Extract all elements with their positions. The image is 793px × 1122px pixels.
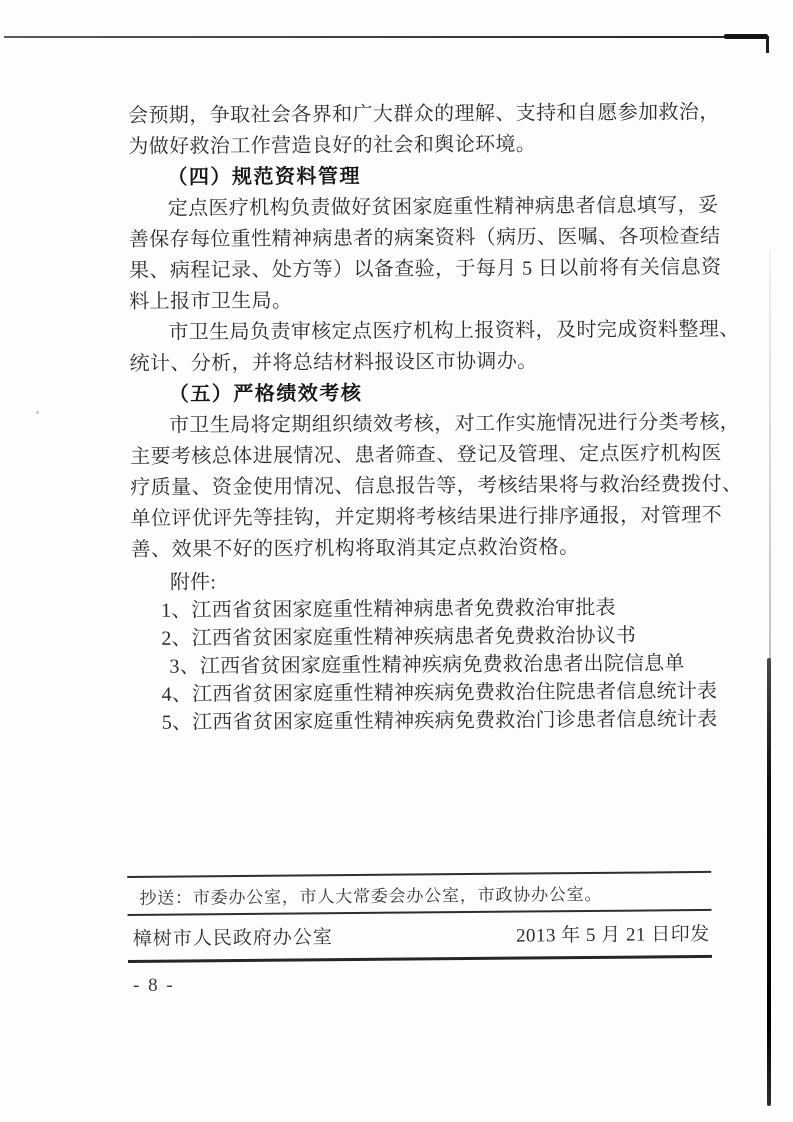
attachments-section: [131, 565, 732, 737]
attachment-item: 3、江西省贫困家庭重性精神疾病免费救治患者出院信息单: [169, 652, 685, 678]
scan-speck: [36, 411, 39, 414]
body-line: 统计、分析，并将总结材料报设区市协调办。: [129, 350, 538, 375]
body-line: 主要考核总体进展情况、患者筛查、登记及管理、定点医疗机构医: [130, 442, 722, 468]
body-line: 善保存每位重性精神病患者的病案资料（病历、医嘱、各项检查结: [128, 225, 721, 251]
issuer-name: 樟树市人民政府办公室: [132, 927, 333, 950]
scan-right-edge-faint: [769, 250, 771, 660]
attachments-label: 附件:: [169, 571, 217, 594]
scan-right-edge-streak: [767, 658, 771, 1106]
body-line: 为做好救治工作营造良好的社会和舆论环境。: [128, 133, 537, 158]
attachment-item: 4、江西省贫困家庭重性精神疾病免费救治住院患者信息统计表: [161, 680, 718, 706]
document-footer: [127, 871, 712, 963]
scan-top-edge-line: [4, 36, 768, 38]
document-body: [128, 97, 743, 737]
scan-top-edge-blob: [724, 34, 768, 39]
print-date: 2013 年 5 月 21 日印发: [515, 923, 710, 947]
body-line: 单位评优评先等挂钩，并定期将考核结果进行排序通报，对管理不: [130, 504, 723, 530]
body-line: 善、效果不好的医疗机构将取消其定点救治资格。: [130, 536, 580, 561]
body-line: 市卫生局将定期组织绩效考核，对工作实施情况进行分类考核，: [168, 411, 741, 437]
body-line: 果、病程记录、处方等）以备查验，于每月 5 日以前将有关信息资: [128, 256, 722, 282]
cc-note: 抄送：市委办公室，市人大常委会办公室，市政协办公室。: [139, 884, 603, 908]
scan-top-corner-hook: [766, 36, 769, 53]
section-heading-4: （四）规范资料管理: [167, 165, 362, 189]
body-line: 疗质量、资金使用情况、信息报告等，考核结果将与救治经费拨付、: [130, 473, 743, 499]
attachment-item: 2、江西省贫困家庭重性精神疾病患者免费救治协议书: [161, 624, 637, 650]
body-line: 会预期，争取社会各界和广大群众的理解、支持和自愿参加救治，: [128, 101, 720, 127]
attachment-item: 5、江西省贫困家庭重性精神疾病免费救治门诊患者信息统计表: [161, 708, 718, 734]
attachment-item: 1、江西省贫困家庭重性精神病患者免费救治审批表: [161, 597, 616, 622]
page-number: - 8 -: [133, 975, 175, 996]
issuer-row: [128, 911, 712, 960]
section-heading-5: （五）严格绩效考核: [168, 382, 363, 406]
body-line: 定点医疗机构负责做好贫困家庭重性精神病患者信息填写，妥: [167, 194, 719, 220]
body-line: 料上报市卫生局。: [129, 289, 293, 313]
body-line: 市卫生局负责审核定点医疗机构上报资料，及时完成资料整理、: [168, 318, 740, 344]
